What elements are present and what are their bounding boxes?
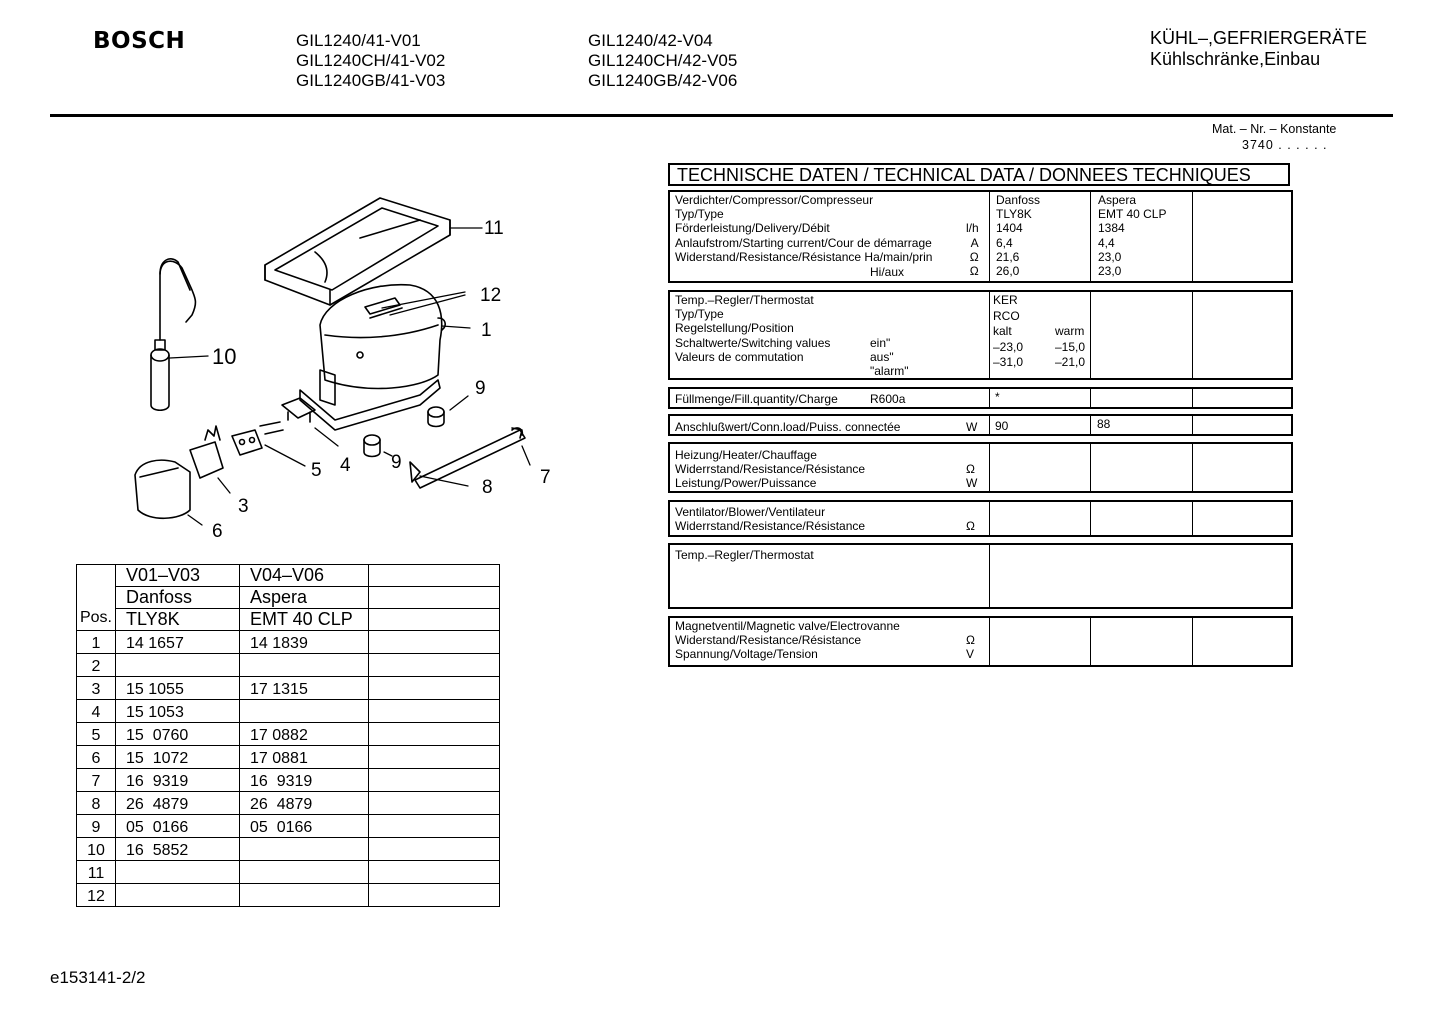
table-row: 6 15 1072 17 0881: [77, 746, 500, 769]
tech-values-col1: KER RCO kalt –23,0 –31,0: [993, 293, 1024, 369]
parts-header-cell: Aspera: [240, 587, 369, 609]
mat-label: Mat. – Nr. – Konstante: [1212, 122, 1337, 136]
model-item: GIL1240GB/42-V06: [588, 71, 738, 90]
table-row: 11: [77, 861, 500, 884]
tech-labels: Füllmenge/Fill.quantity/Charge: [675, 392, 838, 406]
callout-label: 10: [212, 344, 237, 369]
parts-header-cell: V04–V06: [240, 565, 369, 587]
tech-valve-block: [668, 616, 1293, 667]
callout-label: 1: [481, 320, 492, 341]
table-row: 8 26 4879 26 4879: [77, 792, 500, 815]
parts-header-cell: EMT 40 CLP: [240, 609, 369, 631]
tech-compressor-block: [668, 190, 1293, 283]
tech-charge-block: [668, 387, 1293, 409]
tech-data-title: TECHNISCHE DATEN / TECHNICAL DATA / DONNEES TECHNIQUES: [668, 163, 1290, 186]
relay-part: [232, 398, 315, 455]
table-row: 1 14 1657 14 1839: [77, 631, 500, 654]
model-item: GIL1240/42-V04: [588, 31, 713, 50]
tech-values-col2: 88: [1097, 417, 1111, 431]
parts-header-cell: TLY8K: [116, 609, 240, 631]
compressor-exploded-diagram: [120, 190, 560, 550]
table-row: 3 15 1055 17 1315: [77, 677, 500, 700]
parts-header-cell: [369, 609, 500, 631]
table-row: 9 05 0166 05 0166: [77, 815, 500, 838]
tech-sub-label: ein" aus" "alarm": [870, 335, 909, 379]
tech-labels: Temp.–Regler/Thermostat: [675, 548, 814, 562]
tech-conn-block: [668, 414, 1293, 436]
tech-values-col2: Aspera EMT 40 CLP 1384 4,4 23,0 23,0: [1098, 193, 1167, 279]
table-row: 7 16 9319 16 9319: [77, 769, 500, 792]
parts-header-cell: Danfoss: [116, 587, 240, 609]
callout-label: 9: [391, 452, 402, 473]
category-line-2: Kühlschränke,Einbau: [1150, 49, 1321, 69]
callout-label: 6: [212, 521, 223, 542]
model-list-1: [296, 31, 445, 91]
callout-label: 9: [475, 378, 486, 399]
category: [1150, 28, 1367, 70]
tech-units: W: [966, 420, 978, 434]
callout-label: 5: [311, 460, 322, 481]
mounting-bar-part: [410, 428, 525, 488]
tech-units: Ω: [966, 519, 975, 534]
pos-header: Pos.: [77, 609, 116, 631]
table-row: 2: [77, 654, 500, 677]
callout-label: 4: [340, 455, 351, 476]
model-item: GIL1240CH/41-V02: [296, 51, 446, 70]
material-number: [1212, 121, 1336, 153]
header-rule: [50, 114, 1393, 117]
callout-label: 3: [238, 496, 249, 517]
model-list-2: [588, 31, 737, 91]
tech-heater-block: [668, 442, 1293, 493]
tech-refrigerant: R600a: [870, 392, 906, 406]
callout-label: 12: [480, 285, 502, 306]
tech-units: l/h A Ω Ω: [966, 221, 979, 279]
tech-thermostat2-block: [668, 543, 1293, 609]
table-row: 10 16 5852: [77, 838, 500, 861]
table-row: 12: [77, 884, 500, 907]
callout-label: 8: [482, 477, 493, 498]
starter-relay-part: [135, 426, 223, 518]
table-row: 5 15 0760 17 0882: [77, 723, 500, 746]
tech-labels: Ventilator/Blower/Ventilateur Widerrstand/Resistance/Résistance: [675, 505, 866, 534]
tech-labels: Anschlußwert/Conn.load/Puiss. connectée: [675, 420, 901, 434]
tech-values-col1: Danfoss TLY8K 1404 6,4 21,6 26,0: [996, 193, 1041, 279]
model-item: GIL1240CH/42-V05: [588, 51, 738, 70]
parts-header-cell: [369, 565, 500, 587]
tech-values-col1b: warm –15,0 –21,0: [1055, 324, 1086, 369]
parts-table: [76, 564, 500, 907]
tech-labels: Verdichter/Compressor/Compresseur Typ/Type Förderleistung/Delivery/Débit Anlaufstrom/Starting current/Cour de démarrage Widerstand/Resistance/Résistance Ha/main/prin: [675, 193, 933, 264]
tech-values-col1: 90: [995, 419, 1009, 433]
brand-logo: BOSCH: [93, 28, 186, 54]
model-item: GIL1240/41-V01: [296, 31, 421, 50]
tech-blower-block: [668, 500, 1293, 537]
tech-thermostat-block: [668, 290, 1293, 380]
tech-values-col1: *: [995, 390, 1000, 404]
model-item: GIL1240GB/41-V03: [296, 71, 446, 90]
tech-labels: Heizung/Heater/Chauffage Widerrstand/Resistance/Résistance Leistung/Power/Puissance: [675, 448, 866, 491]
tech-labels: Magnetventil/Magnetic valve/Electrovanne Widerstand/Resistance/Résistance Spannung/Voltage/Tension: [675, 619, 900, 662]
mat-value: 3740 . . . . . .: [1242, 138, 1328, 152]
tech-units: Ω W: [966, 462, 978, 491]
parts-header-cell: [369, 587, 500, 609]
capacitor-part: [151, 259, 195, 410]
tech-units: Ω V: [966, 633, 975, 662]
category-line-1: KÜHL–,GEFRIERGERÄTE: [1150, 28, 1368, 48]
callout-label: 11: [484, 218, 504, 239]
tech-labels: Temp.–Regler/Thermostat Typ/Type Regelstellung/Position Schaltwerte/Switching values Valeurs de commutation: [675, 293, 831, 364]
tech-sub-label: Hi/aux: [870, 265, 905, 279]
table-row: 4 15 1053: [77, 700, 500, 723]
callout-label: 7: [540, 467, 551, 488]
document-id: e153141-2/2: [50, 968, 146, 987]
parts-header-cell: V01–V03: [116, 565, 240, 587]
grommet-part: [364, 407, 444, 457]
leader-lines: [170, 228, 530, 525]
